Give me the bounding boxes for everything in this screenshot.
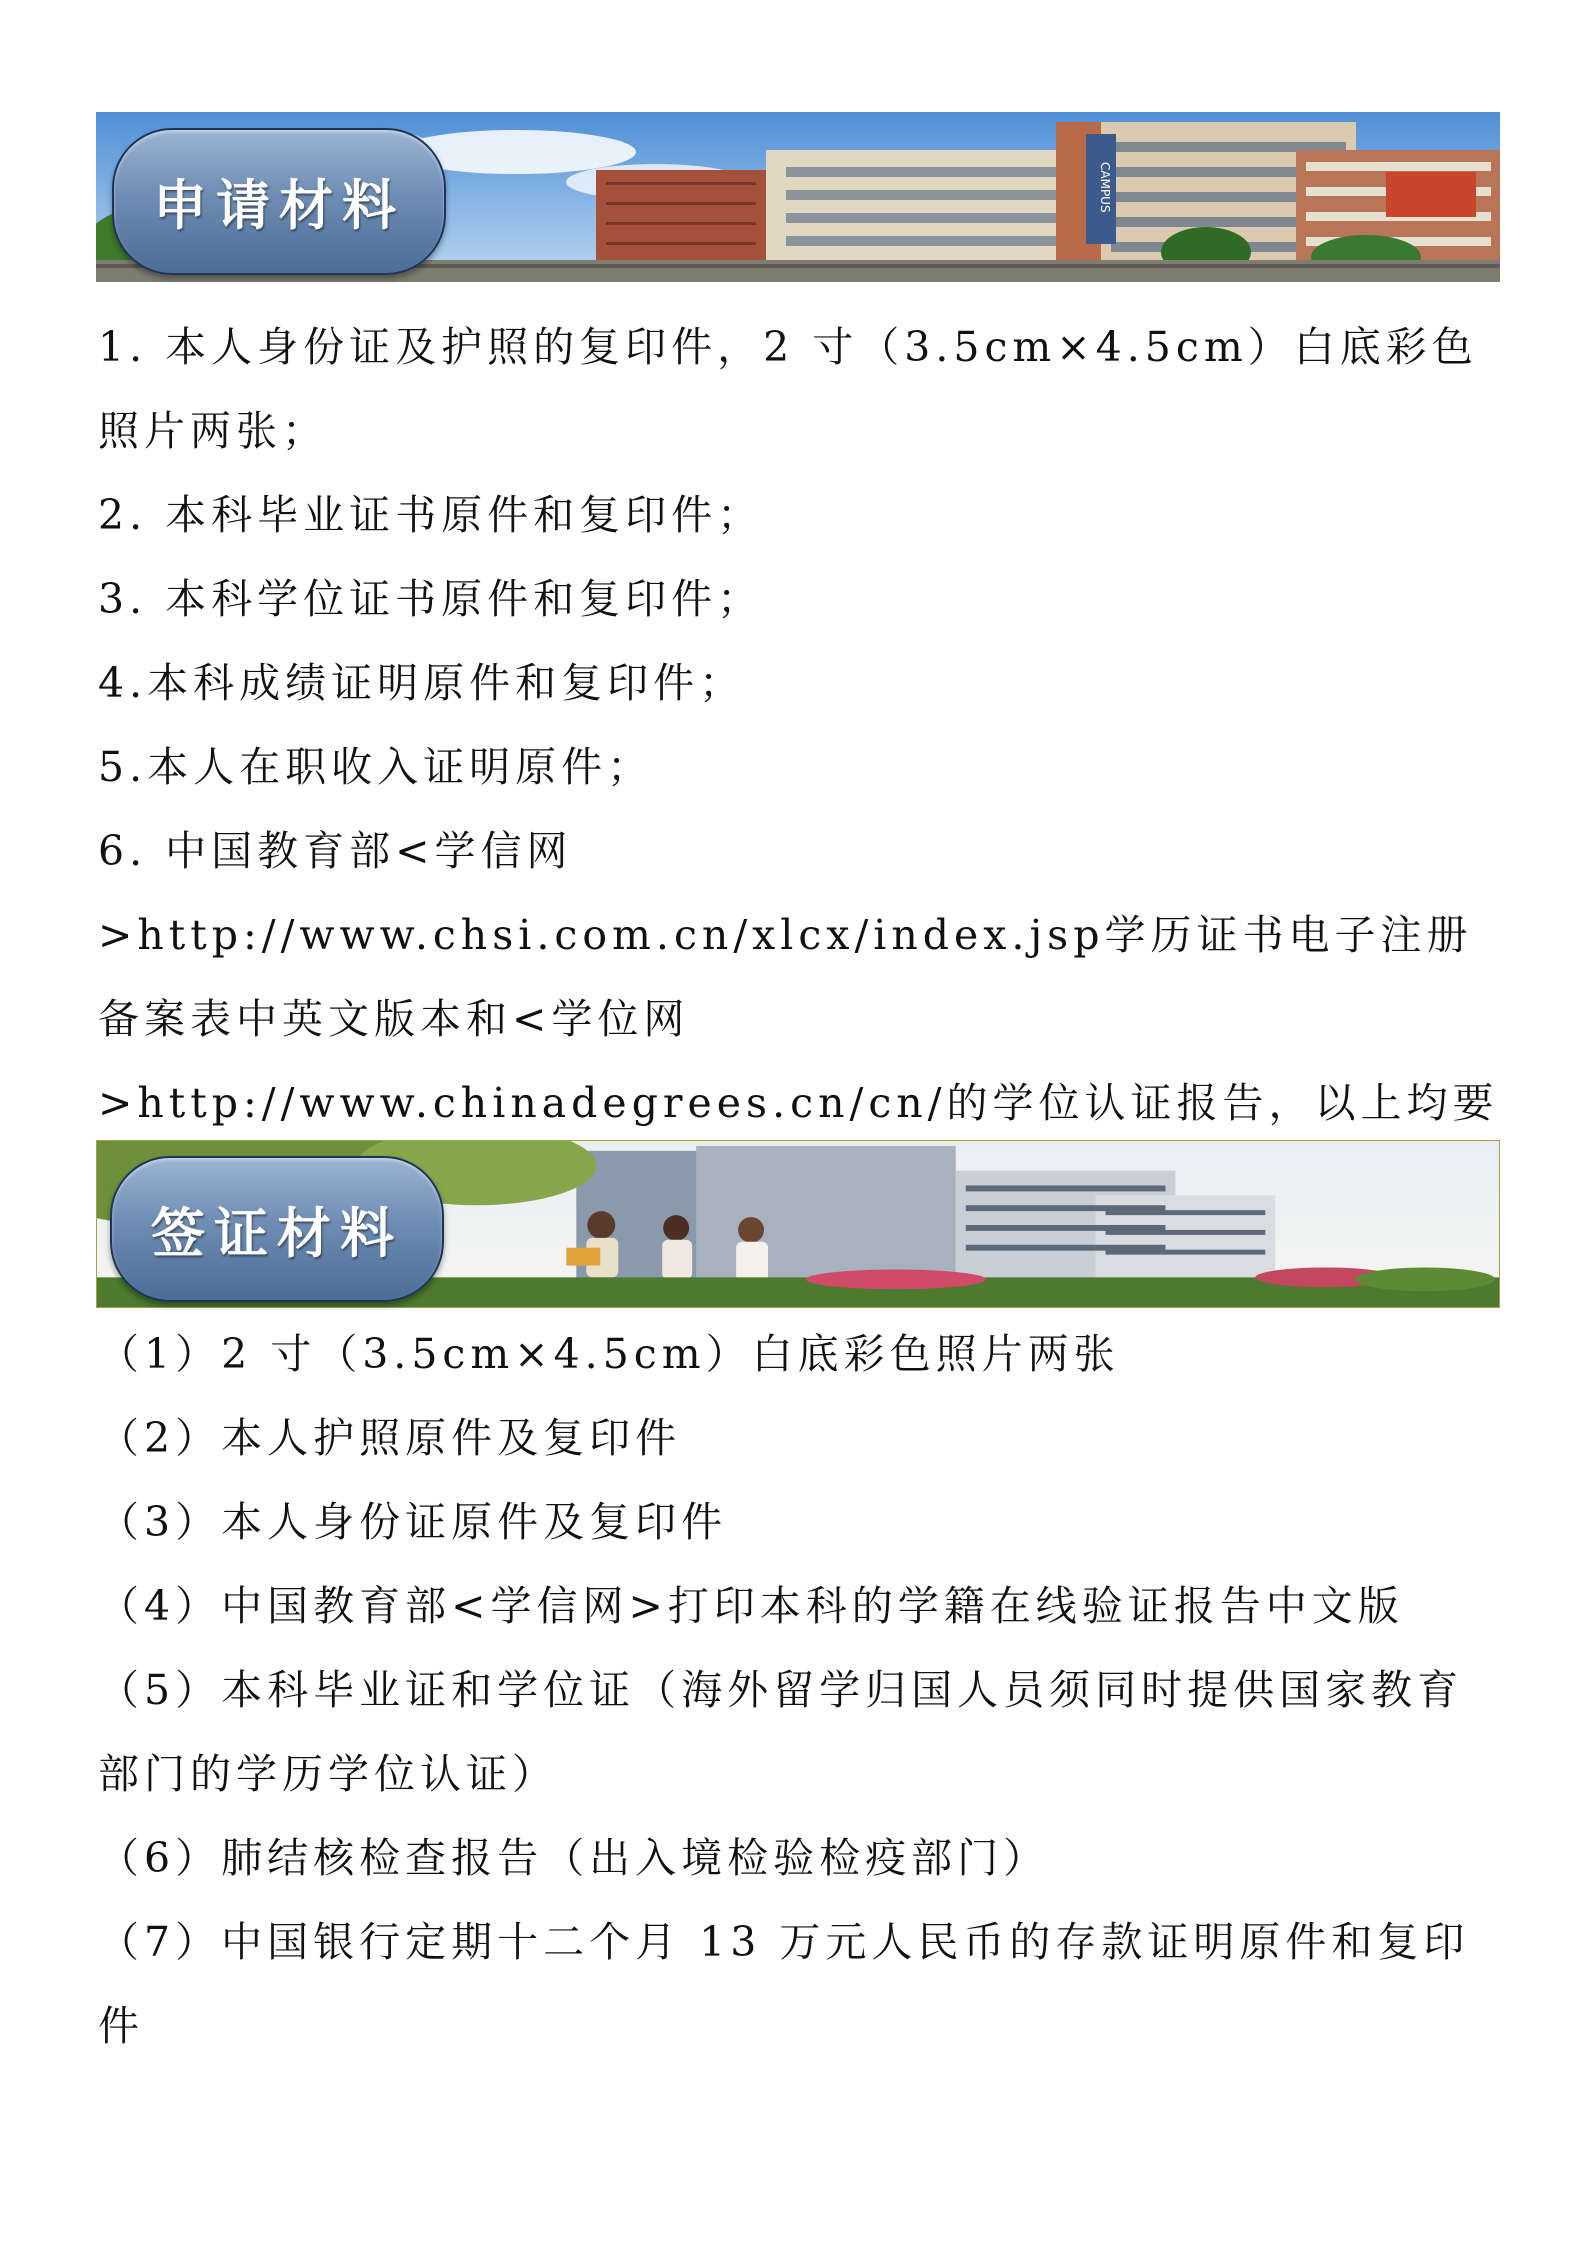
section-heading-pill	[110, 1156, 444, 1302]
list-item: （4）中国教育部<学信网>打印本科的学籍在线验证报告中文版	[98, 1582, 1404, 1630]
application-materials-list	[98, 305, 1503, 1229]
campus-sign-text: CAMPUS	[1098, 162, 1112, 213]
list-item: （7）中国银行定期十二个月 13 万元人民币的存款证明原件和复印件	[98, 1918, 1470, 2050]
section-heading: 申请材料	[153, 174, 405, 237]
list-item: （6）肺结核检查报告（出入境检验检疫部门）	[98, 1834, 1050, 1882]
list-item: 4.本科成绩证明原件和复印件；	[98, 659, 746, 707]
list-item: 2. 本科毕业证书原件和复印件；	[98, 491, 764, 539]
list-item: 5.本人在职收入证明原件；	[98, 743, 654, 791]
section-heading-pill	[112, 128, 446, 275]
list-item: （5）本科毕业证和学位证（海外留学归国人员须同时提供国家教育部门的学历学位认证）	[98, 1666, 1464, 1798]
list-item: （1）2 寸（3.5cm×4.5cm）白底彩色照片两张	[98, 1330, 1120, 1378]
list-item: 1. 本人身份证及护照的复印件，2 寸（3.5cm×4.5cm）白底彩色照片两张；	[98, 323, 1478, 455]
visa-materials-list	[98, 1312, 1503, 2068]
list-item: （3）本人身份证原件及复印件	[98, 1498, 728, 1546]
list-item: 3. 本科学位证书原件和复印件；	[98, 575, 764, 623]
list-item: 6. 中国教育部<学信网>http://www.chsi.com.cn/xlcx/index.jsp学历证书电子注册备案表中英文版本和<学位网>http://www.chinadegrees.cn/cn/的学位认证报告，以上均要	[98, 827, 1499, 1127]
list-item: （2）本人护照原件及复印件	[98, 1414, 682, 1462]
section-heading: 签证材料	[151, 1201, 403, 1265]
